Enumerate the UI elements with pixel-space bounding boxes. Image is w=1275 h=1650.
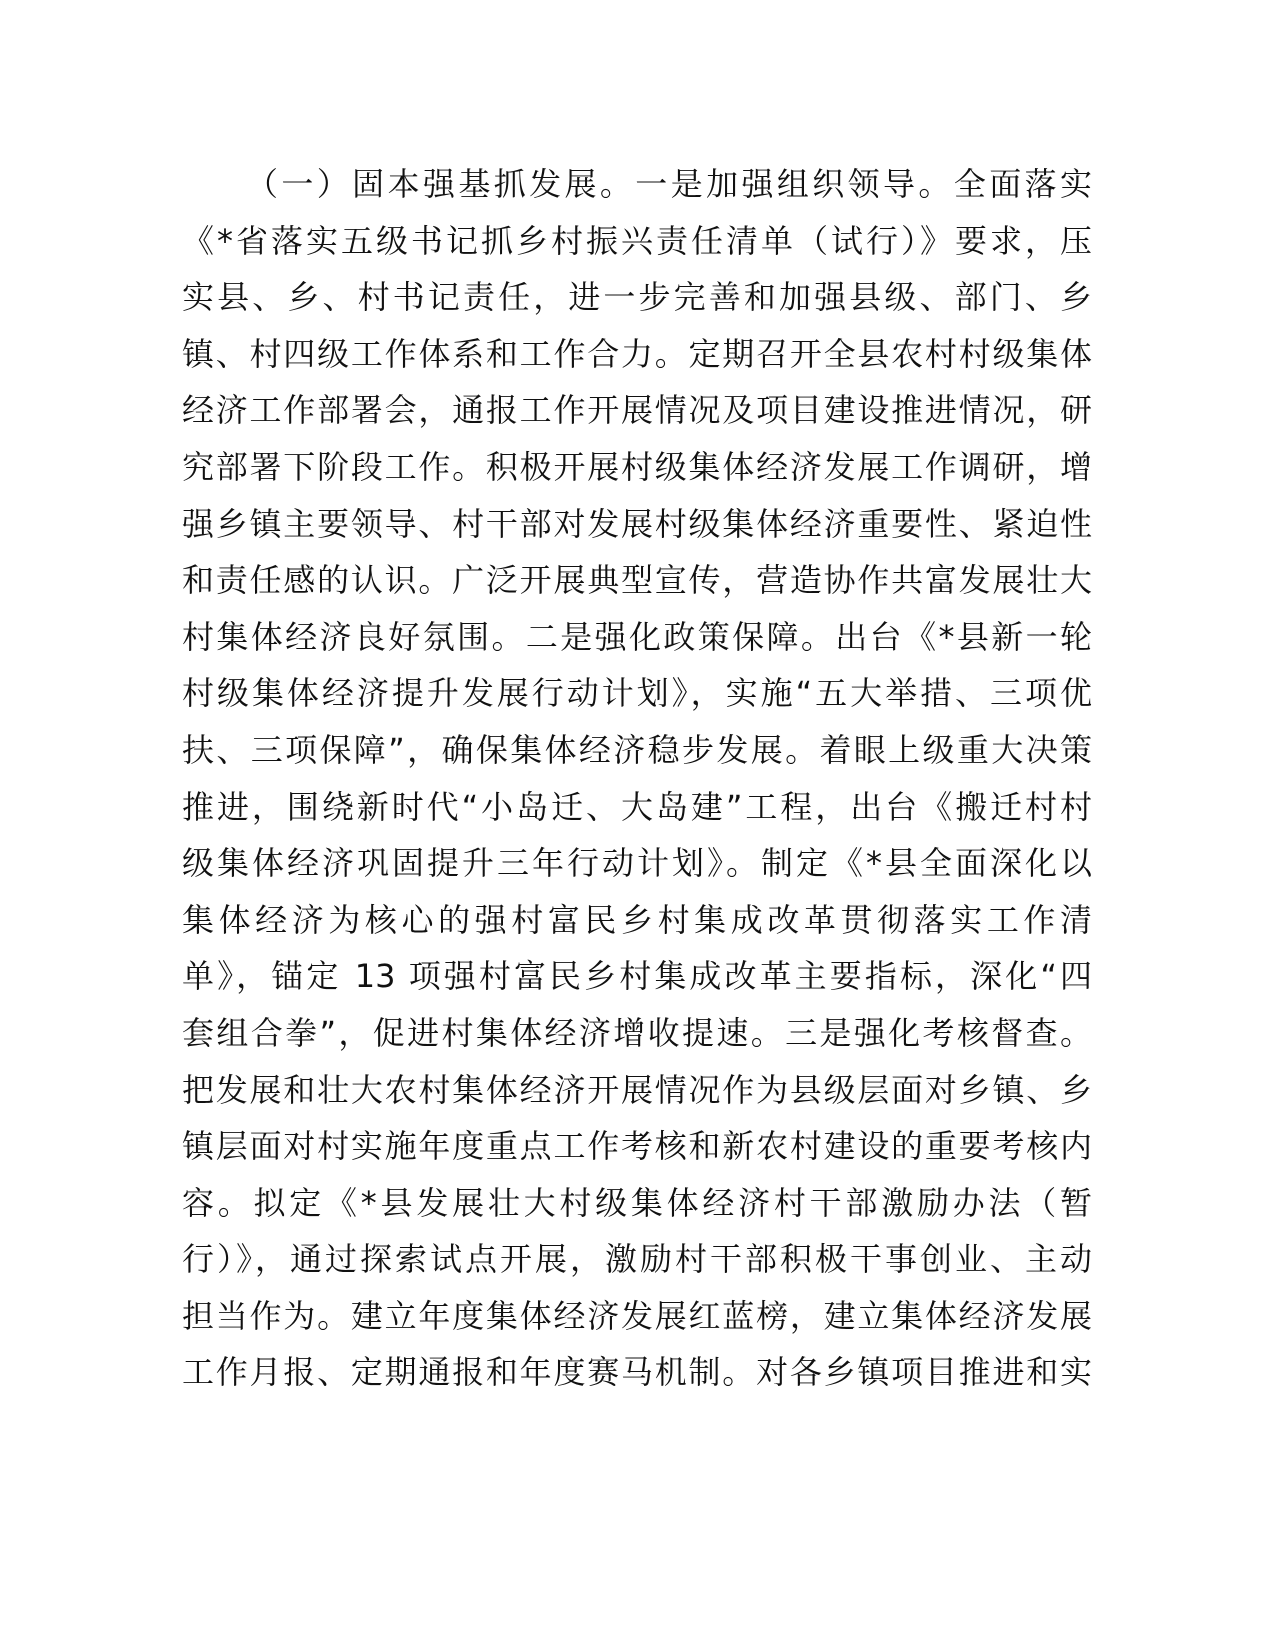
paragraph-line: 实县、乡、村书记责任，进一步完善和加强县级、部门、乡 xyxy=(182,278,1092,317)
paragraph-line: 集体经济为核心的强村富民乡村集成改革贯彻落实工作清 xyxy=(182,900,1092,939)
paragraph-line: 容。拟定《*县发展壮大村级集体经济村干部激励办法（暂 xyxy=(182,1183,1092,1222)
paragraph-line: 强乡镇主要领导、村干部对发展村级集体经济重要性、紧迫性 xyxy=(182,504,1092,543)
paragraph-line: 级集体经济巩固提升三年行动计划》。制定《*县全面深化以 xyxy=(182,844,1092,883)
paragraph-line: 究部署下阶段工作。积极开展村级集体经济发展工作调研，增 xyxy=(182,447,1092,486)
paragraph-line: 推进，围绕新时代“小岛迁、大岛建”工程，出台《搬迁村村 xyxy=(182,787,1092,826)
paragraph-line: 扶、三项保障”，确保集体经济稳步发展。着眼上级重大决策 xyxy=(182,730,1092,769)
paragraph-line: 村级集体经济提升发展行动计划》，实施“五大举措、三项优 xyxy=(182,674,1092,713)
body-paragraph xyxy=(182,156,1092,1401)
paragraph-line: （一）固本强基抓发展。一是加强组织领导。全面落实 xyxy=(246,165,1092,203)
paragraph-line: 镇、村四级工作体系和工作合力。定期召开全县农村村级集体 xyxy=(182,334,1092,373)
paragraph-line: 把发展和壮大农村集体经济开展情况作为县级层面对乡镇、乡 xyxy=(182,1070,1092,1109)
paragraph-line: 《*省落实五级书记抓乡村振兴责任清单（试行）》要求，压 xyxy=(182,221,1092,260)
paragraph-line: 单》，锚定 13 项强村富民乡村集成改革主要指标，深化“四 xyxy=(182,957,1092,996)
paragraph-line: 工作月报、定期通报和年度赛马机制。对各乡镇项目推进和实 xyxy=(182,1353,1092,1392)
paragraph-line: 镇层面对村实施年度重点工作考核和新农村建设的重要考核内 xyxy=(182,1127,1092,1166)
paragraph-line: 和责任感的认识。广泛开展典型宣传，营造协作共富发展壮大 xyxy=(182,561,1092,600)
paragraph-line: 行）》，通过探索试点开展，激励村干部积极干事创业、主动 xyxy=(182,1240,1092,1279)
paragraph-line: 经济工作部署会，通报工作开展情况及项目建设推进情况，研 xyxy=(182,391,1092,430)
paragraph-line: 担当作为。建立年度集体经济发展红蓝榜，建立集体经济发展 xyxy=(182,1296,1092,1335)
paragraph-line: 套组合拳”，促进村集体经济增收提速。三是强化考核督查。 xyxy=(182,1013,1092,1052)
paragraph-line: 村集体经济良好氛围。二是强化政策保障。出台《*县新一轮 xyxy=(182,617,1092,656)
